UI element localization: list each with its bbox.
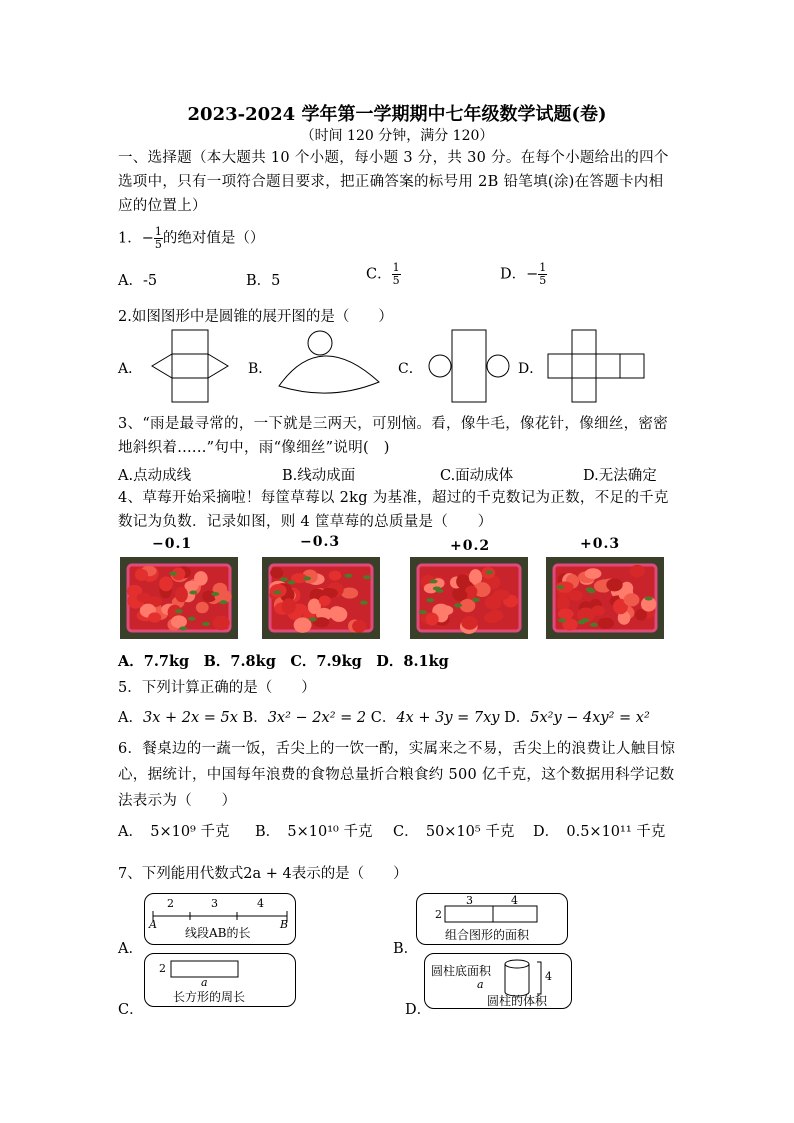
- q4-basket-image-1: [120, 557, 238, 639]
- q1-option-b[interactable]: B．5: [246, 273, 281, 289]
- q1-fraction: $\frac{1}{5}$: [154, 225, 162, 251]
- q5-option-c[interactable]: C．4x + 3y = 7xy: [370, 710, 500, 726]
- q2-figure-d: [548, 330, 648, 402]
- page-title: 2023-2024 学年第一学期期中七年级数学试题(卷): [187, 104, 607, 125]
- q5-stem: 5．下列计算正确的是（ ）: [118, 680, 316, 696]
- q6-stem: 6．餐桌边的一蔬一饭，舌尖上的一饮一酌，实属来之不易，舌尖上的浪费让人触目惊心，据统计，中国每年浪费的食物总量折合粮食约 500 亿千克，这个数据用科学记数法表示为（ ）: [118, 741, 676, 809]
- q5-option-a[interactable]: A．3x + 2x = 5x: [118, 710, 238, 726]
- q7-option-c[interactable]: C．: [118, 1002, 144, 1018]
- q2-figure-a: [150, 330, 232, 402]
- q4-label-4: +0.3: [580, 536, 621, 552]
- q7-d-caption: 圆柱的体积: [487, 994, 548, 1008]
- q7-option-a[interactable]: A．: [118, 941, 143, 957]
- q7-figure-c: [144, 953, 296, 1007]
- q4-basket-image-3: [410, 557, 528, 639]
- q2-option-a[interactable]: A．: [118, 361, 143, 377]
- q1-stem: [118, 226, 264, 251]
- q7-c-bottom: a: [201, 976, 208, 989]
- q2-figure-b: [275, 330, 385, 400]
- q7-a-num-3: 3: [211, 897, 218, 910]
- q1-prefix: 1．: [118, 230, 142, 247]
- q4-label-2: −0.3: [300, 534, 341, 550]
- q7-option-b[interactable]: B．: [393, 941, 419, 957]
- q4-label-1: −0.1: [152, 536, 193, 552]
- q2-option-b[interactable]: B．: [248, 361, 273, 377]
- q7-d-height: 4: [545, 970, 552, 983]
- q7-b-top-1: 3: [466, 894, 473, 907]
- q1-option-d[interactable]: D．− $\frac{1}{5}$: [500, 261, 547, 287]
- q6-option-a[interactable]: A． 5×10⁹ 千克: [118, 824, 230, 840]
- q4-basket-image-4: [546, 557, 664, 639]
- q7-figure-d: [424, 953, 572, 1009]
- q4-basket-image-2: [262, 557, 380, 639]
- q6-option-d[interactable]: D． 0.5×10¹¹ 千克: [533, 824, 666, 840]
- q5-option-d[interactable]: D．5x²y − 4xy² = x²: [504, 710, 650, 726]
- q7-b-side: 2: [435, 908, 442, 921]
- q7-figure-a: [144, 893, 296, 945]
- q4-stem: 4、草莓开始采摘啦！每筐草莓以 2kg 为基准，超过的千克数记为正数，不足的千克数记为负数．记录如图，则 4 筐草莓的总质量是（ ）: [118, 490, 669, 530]
- q7-c-side: 2: [159, 962, 166, 975]
- q7-d-a: a: [477, 978, 484, 991]
- q7-d-base-area: 圆柱底面积: [431, 964, 492, 978]
- q7-figure-b: [416, 893, 568, 945]
- q7-a-point-a: A: [149, 918, 157, 931]
- q7-c-caption: 长方形的周长: [173, 990, 246, 1004]
- q7-stem: 7、下列能用代数式2a + 4表示的是（ ）: [118, 866, 408, 882]
- q1-minus: −: [141, 230, 154, 247]
- q4-options[interactable]: A．7.7kg B．7.8kg C．7.9kg D．8.1kg: [118, 653, 449, 670]
- q7-a-caption: 线段AB的长: [185, 926, 251, 940]
- q6-option-c[interactable]: C． 50×10⁵ 千克: [393, 824, 515, 840]
- q3-option-b[interactable]: B.线动成面: [282, 468, 356, 484]
- q3-option-d[interactable]: D.无法确定: [583, 468, 657, 484]
- q3-stem: 3、“雨是最寻常的，一下就是三两天，可别恼。看，像牛毛，像花针，像细丝，密密地斜织着......”句中，雨“像细丝”说明( ): [118, 416, 669, 456]
- q7-a-num-2: 2: [167, 897, 174, 910]
- q7-b-caption: 组合图形的面积: [445, 928, 530, 942]
- q6-option-b[interactable]: B． 5×10¹⁰ 千克: [255, 824, 373, 840]
- q3-option-a[interactable]: A.点动成线: [118, 468, 192, 484]
- q3-option-c[interactable]: C.面动成体: [440, 468, 514, 484]
- q5-options: [118, 706, 650, 727]
- q7-a-point-b: B: [280, 918, 289, 931]
- section-intro: 一、选择题（本大题共 10 个小题，每小题 3 分，共 30 分。在每个小题给出的四个选项中，只有一项符合题目要求，把正确答案的标号用 2B 铅笔填(涂)在答题卡内相应的位置上）: [118, 150, 669, 214]
- q5-option-b[interactable]: B．3x² − 2x² = 2: [242, 710, 367, 726]
- q2-option-d[interactable]: D．: [518, 361, 544, 377]
- q1-option-c[interactable]: C． $\frac{1}{5}$: [366, 261, 400, 287]
- q7-b-top-2: 4: [511, 894, 518, 907]
- q2-option-c[interactable]: C．: [398, 361, 423, 377]
- q2-stem: 2.如图图形中是圆锥的展开图的是（ ）: [118, 309, 393, 325]
- q1-stem-tail: 的绝对值是（）: [162, 230, 265, 247]
- q2-figure-c: [428, 330, 512, 402]
- page-subtitle: （时间 120 分钟，满分 120）: [300, 128, 494, 144]
- q7-option-d[interactable]: D．: [405, 1002, 432, 1018]
- q4-label-3: +0.2: [450, 538, 491, 554]
- q7-a-num-4: 4: [257, 897, 264, 910]
- q1-option-a[interactable]: A．-5: [118, 273, 158, 289]
